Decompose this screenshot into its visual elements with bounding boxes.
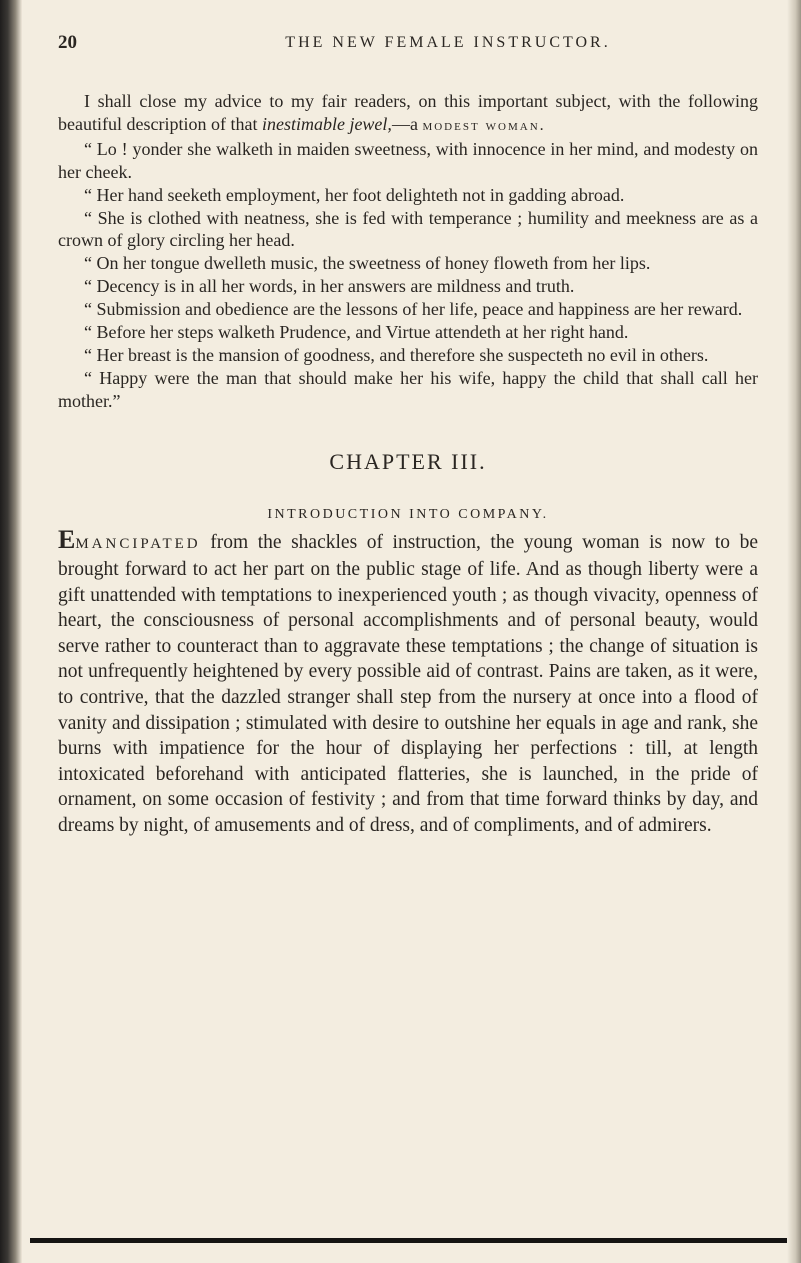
bottom-rule xyxy=(30,1238,787,1243)
intro-text-1: I shall close my advice to my fair readers, on this important subject, with the following beautiful description of that xyxy=(58,91,758,134)
page-body xyxy=(58,90,758,839)
drop-letter: E xyxy=(58,524,76,554)
quote-paragraph: “ Happy were the man that should make her his wife, happy the child that shall call her mother.” xyxy=(58,367,758,411)
quote-paragraph: “ Lo ! yonder she walketh in maiden sweetness, with innocence in her mind, and modesty on her cheek. xyxy=(58,138,758,182)
intro-paragraph xyxy=(58,90,758,138)
page-right-edge xyxy=(787,0,801,1263)
drop-word-rest: MANCIPATED xyxy=(75,535,201,552)
quote-paragraph: “ Her breast is the mansion of goodness, and therefore she suspecteth no evil in others. xyxy=(84,344,709,365)
intro-smallcaps: modest woman. xyxy=(422,116,546,134)
book-binding-edge xyxy=(0,0,22,1263)
running-head xyxy=(58,32,758,62)
quote-paragraph: “ On her tongue dwelleth music, the sweetness of honey floweth from her lips. xyxy=(84,253,651,274)
quote-paragraph: “ Submission and obedience are the lessons of her life, peace and happiness are her reward. xyxy=(84,299,743,320)
intro-text-2: —a xyxy=(391,113,423,134)
chapter-subtitle: INTRODUCTION INTO COMPANY. xyxy=(267,506,549,522)
running-title: THE NEW FEMALE INSTRUCTOR. xyxy=(285,34,611,51)
page-number: 20 xyxy=(58,32,77,53)
chapter-title: CHAPTER III. xyxy=(329,448,487,474)
quote-paragraph: “ She is clothed with neatness, she is fed with temperance ; humility and meekness are as a crown of glory circling her head. xyxy=(58,207,758,251)
intro-italic: inestimable jewel, xyxy=(261,113,392,134)
chapter-body-text: from the shackles of instruction, the young woman is now to be brought forward to act her part on the public stage of life. And as though liberty were a gift unattended with temptations to inexperienced youth ; as though vivacity, openness of heart, the consciousness of personal accomplishments and of personal beauty, would serve rather to counteract than to aggravate these temptations ; the change of situation is not unfrequently heightened by every possible aid of contrast. Pains are taken, as it were, to contrive, that the dazzled stranger shall step from the nursery at once into a flood of vanity and dissipation ; stimulated with desire to outshine her equals in age and rank, she burns with impatience for the hour of displaying her perfections : till, at length intoxicated beforehand with anticipated flatteries, she is launched, in the pride of ornament, on some occasion of festivity ; and from that time forward thinks by day, and dreams by night, of amusements and of dress, and of compliments, and of admirers. xyxy=(58,531,758,837)
quote-paragraph: “ Decency is in all her words, in her answers are mildness and truth. xyxy=(84,276,575,297)
quote-paragraph: “ Before her steps walketh Prudence, and Virtue attendeth at her right hand. xyxy=(84,322,629,343)
quote-paragraph: “ Her hand seeketh employment, her foot delighteth not in gadding abroad. xyxy=(84,184,625,205)
chapter-opening-paragraph xyxy=(58,524,758,839)
